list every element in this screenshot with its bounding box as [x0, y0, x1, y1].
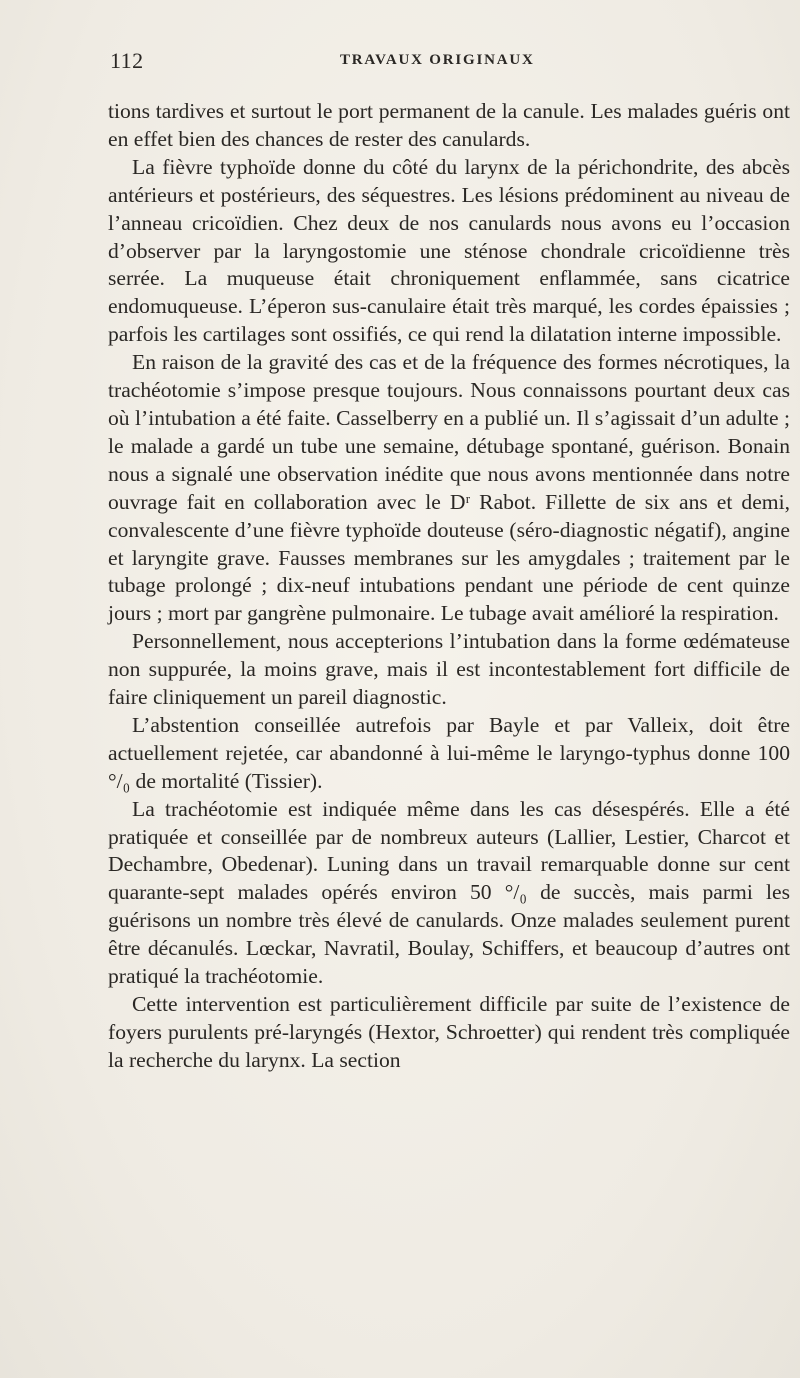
paragraph-1: tions tardives et surtout le port permanent de la canule. Les malades guéris ont en effet bien des chances de rester des canulards.: [108, 99, 790, 151]
paragraph-4: Personnellement, nous accepterions l’intubation dans la forme œdémateuse non suppurée, la moins grave, mais il est incontestablement fort difficile de faire cliniquement un pareil diagnostic.: [108, 629, 790, 710]
running-title: TRAVAUX ORIGINAUX: [340, 52, 535, 68]
paragraph-6: La trachéotomie est indiquée même dans les cas désespérés. Elle a été pratiquée et conseillée par de nombreux auteurs (Lallier, Lestier, Charcot et Dechambre, Obedenar). Luning dans un travail remarquable donne sur cent quarante-sept malades opérés environ 50 °/₀ de succès, mais parmi les guérisons un nombre très élevé de canulards. Onze malades seulement purent être décanulés. Lœckar, Navratil, Boulay, Schiffers, et beaucoup d’autres ont pratiqué la trachéotomie.: [108, 796, 790, 989]
paragraph-5: L’abstention conseillée autrefois par Bayle et par Valleix, doit être actuellement rejetée, car abandonné à lui-même le laryngo-typhus donne 100 °/₀ de mortalité (Tissier).: [108, 712, 790, 793]
page-number: 112: [110, 48, 144, 73]
paragraph-2: La fièvre typhoïde donne du côté du larynx de la périchondrite, des abcès antérieurs et postérieurs, des séquestres. Les lésions prédominent au niveau de l’anneau cricoïdien. Chez deux de nos canulards nous avons eu l’occasion d’observer par la laryngostomie une sténose chondrale cricoïdienne très serrée. La muqueuse était chroniquement enflammée, sans cicatrice endomuqueuse. L’éperon sus-canulaire était très marqué, les cordes épaissies ; parfois les cartilages sont ossifiés, ce qui rend la dilatation interne impossible.: [108, 154, 790, 347]
paragraph-7: Cette intervention est particulièrement difficile par suite de l’existence de foyers purulents pré-laryngés (Hextor, Schroetter) qui rendent très compliquée la recherche du larynx. La section: [108, 992, 790, 1072]
body-text: [108, 98, 790, 1075]
page-header: [108, 48, 790, 78]
paragraph-3: En raison de la gravité des cas et de la fréquence des formes nécrotiques, la trachéotomie s’impose presque toujours. Nous connaissons pourtant deux cas où l’intubation a été faite. Casselberry en a publié un. Il s’agissait d’un adulte ; le malade a gardé un tube une semaine, détubage spontané, guérison. Bonain nous a signalé une observation inédite que nous avons mentionnée dans notre ouvrage fait en collaboration avec le Dʳ Rabot. Fillette de six ans et demi, convalescente d’une fièvre typhoïde douteuse (séro-diagnostic négatif), angine et laryngite grave. Fausses membranes sur les amygdales ; traitement par le tubage prolongé ; dix-neuf intubations pendant une période de cent quinze jours ; mort par gangrène pulmonaire. Le tubage avait amélioré la respiration.: [108, 350, 790, 626]
